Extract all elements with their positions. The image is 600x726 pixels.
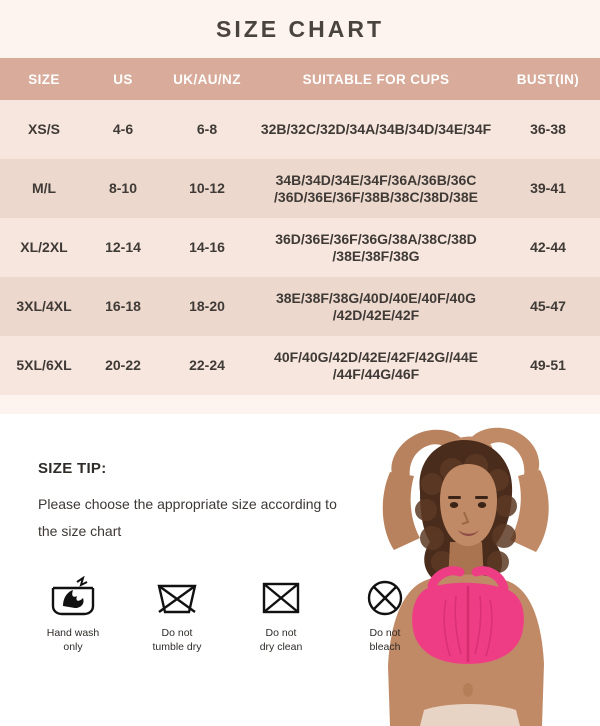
cell-uk: 6-8 (158, 100, 256, 159)
care-label: Do not dry clean (259, 627, 303, 653)
cell-bust: 42-44 (496, 218, 600, 277)
care-item (348, 572, 422, 654)
table-header-row (0, 58, 600, 100)
care-label: Do not bleach (369, 627, 401, 653)
cell-size: XS/S (0, 100, 88, 159)
care-item (36, 572, 110, 654)
size-tip-body: Please choose the appropriate size according to the size chart (38, 496, 337, 539)
cell-us: 12-14 (88, 218, 158, 277)
table-header (0, 58, 600, 100)
bottom-panel (0, 414, 600, 726)
table-row (0, 277, 600, 336)
column-header-us: US (88, 58, 158, 100)
size-chart-table (0, 58, 600, 395)
cell-us: 16-18 (88, 277, 158, 336)
hand-wash-icon (36, 572, 110, 622)
cell-size: 5XL/6XL (0, 336, 88, 395)
cell-uk: 22-24 (158, 336, 256, 395)
cell-size: 3XL/4XL (0, 277, 88, 336)
column-header-bust: BUST(IN) (496, 58, 600, 100)
cell-bust: 45-47 (496, 277, 600, 336)
no-tumble-dry-icon (140, 572, 214, 622)
care-item (140, 572, 214, 654)
no-bleach-icon (348, 572, 422, 622)
cell-cups: 36D/36E/36F/36G/38A/38C/38D /38E/38F/38G (256, 218, 496, 277)
title-bar (0, 0, 600, 58)
table-body (0, 100, 600, 395)
cell-size: M/L (0, 159, 88, 218)
care-instructions (36, 572, 422, 654)
size-tip-block (38, 460, 338, 545)
cell-cups: 38E/38F/38G/40D/40E/40F/40G /42D/42E/42F (256, 277, 496, 336)
cell-us: 4-6 (88, 100, 158, 159)
table-row (0, 100, 600, 159)
column-header-uk-au-nz: UK/AU/NZ (158, 58, 256, 100)
cell-bust: 49-51 (496, 336, 600, 395)
cell-us: 8-10 (88, 159, 158, 218)
cell-cups: 40F/40G/42D/42E/42F/42G//44E /44F/44G/46F (256, 336, 496, 395)
cell-uk: 18-20 (158, 277, 256, 336)
table-row (0, 336, 600, 395)
cell-bust: 39-41 (496, 159, 600, 218)
care-item (244, 572, 318, 654)
column-header-size: SIZE (0, 58, 88, 100)
cell-uk: 14-16 (158, 218, 256, 277)
care-label: Do not tumble dry (152, 627, 202, 653)
cell-cups: 34B/34D/34E/34F/36A/36B/36C /36D/36E/36F/38B/38C/38D/38E (256, 159, 496, 218)
cell-cups: 32B/32C/32D/34A/34B/34D/34E/34F (256, 100, 496, 159)
column-header-cups: SUITABLE FOR CUPS (256, 58, 496, 100)
cell-uk: 10-12 (158, 159, 256, 218)
cell-size: XL/2XL (0, 218, 88, 277)
table-row (0, 159, 600, 218)
page-title: SIZE CHART (216, 15, 384, 42)
care-label: Hand wash only (46, 627, 100, 653)
table-row (0, 218, 600, 277)
no-dry-clean-icon (244, 572, 318, 622)
model-photo (328, 414, 600, 726)
cell-bust: 36-38 (496, 100, 600, 159)
size-tip-heading: SIZE TIP: (38, 460, 107, 477)
cell-us: 20-22 (88, 336, 158, 395)
